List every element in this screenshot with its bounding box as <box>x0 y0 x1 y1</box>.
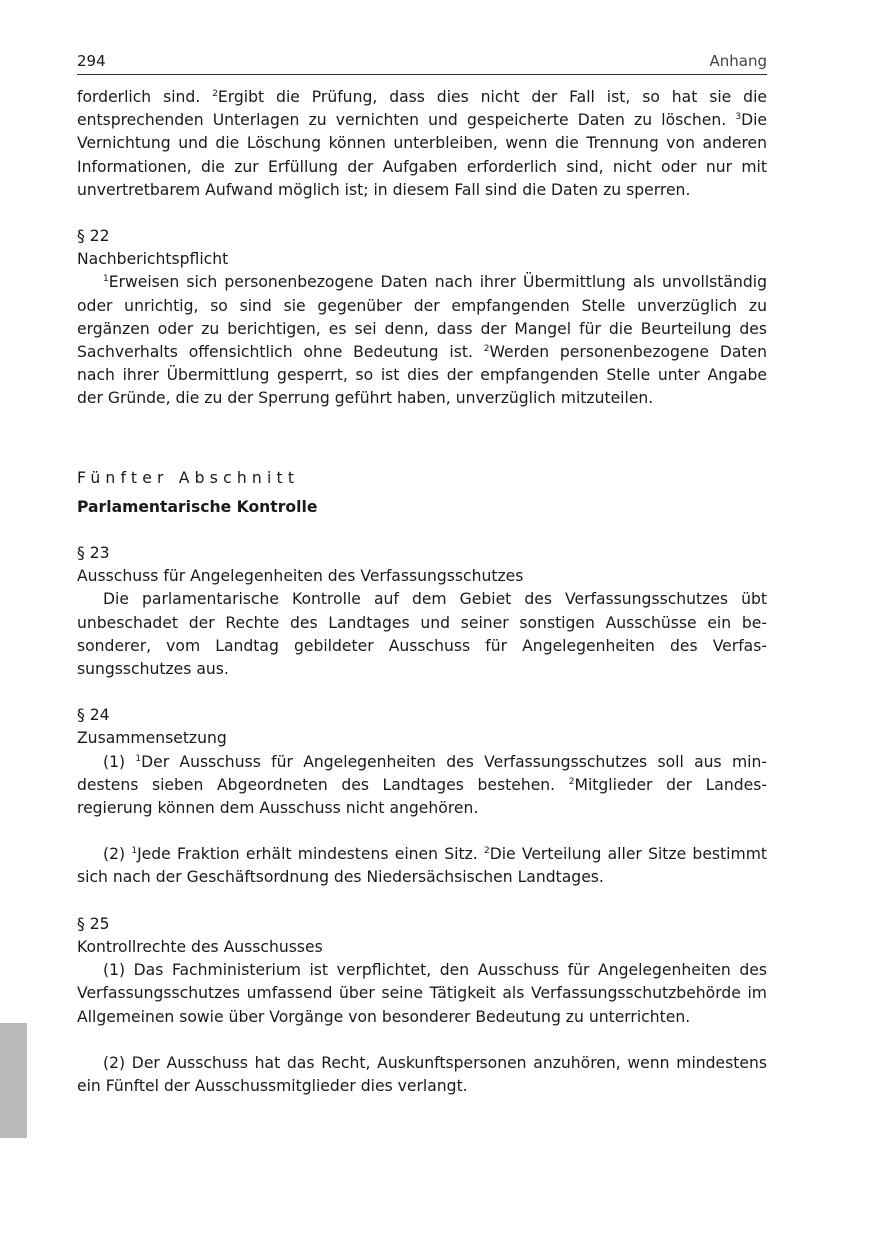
section-23-title: Ausschuss für Angelegenheiten des Verfassungsschutzes <box>77 567 524 586</box>
intro-paragraph: forderlich sind. $^2$Ergibt die Prüfung, dass dies nicht der Fall ist, so hat sie die entsprechenden Unterlagen zu vernichten und gespeicherte Daten zu löschen. $^3$Die Vernichtung und die Löschung können unterbleiben, wenn die Trennung von anderen Informationen, die zur Erfüllung der Aufgaben erforderlich sind, nicht oder nur mit unvertretbarem Aufwand möglich ist; in diesem Fall sind die Daten zu sperren. <box>77 88 767 199</box>
section-24-title: Zusammensetzung <box>77 729 227 748</box>
section-25-paragraph-2: (2) Der Ausschuss hat das Recht, Auskunftspersonen anzuhören, wenn mindestens ein Fünftel der Ausschussmitglieder dies verlangt. <box>77 1053 767 1095</box>
section-24-paragraph-1: (1) $^1$Der Ausschuss für Angelegenheiten des Verfassungsschutzes soll aus mindestens sieben Abgeordneten des Landtages bestehen. $^2$Mitglieder der Landesregierung können dem Ausschuss nicht angehören. <box>77 752 767 818</box>
section-22-number: § 22 <box>77 227 110 246</box>
page-header <box>77 50 767 75</box>
section-23-number: § 23 <box>77 544 110 563</box>
section-24-paragraph-2: (2) $^1$Jede Fraktion erhält mindestens einen Sitz. $^2$Die Verteilung aller Sitze bestimmt sich nach der Geschäftsordnung des Niedersächsischen Landtages. <box>77 845 767 887</box>
section-25-paragraph-1: (1) Das Fachministerium ist verpflichtet, den Ausschuss für Angelegenheiten des Verfassungsschutzes umfassend über seine Tätigkeit als Verfassungsschutzbehörde im Allgemeinen sowie über Vorgänge von besonderer Bedeutung zu unterrichten. <box>77 961 767 1026</box>
running-head-section: Anhang <box>709 52 767 70</box>
chapter-label: Fünfter Abschnitt <box>77 468 300 487</box>
section-22-text: $^1$Erweisen sich personenbezogene Daten nach ihrer Übermittlung als unvollständig oder unrichtig, so sind sie gegenüber der empfangenden Stelle unverzüglich zu ergänzen oder zu berichtigen, es sei denn, dass der Mangel für die Beurteilung des Sachverhalts offensichtlich ohne Bedeutung ist. $^2$Werden personenbezogene Daten nach ihrer Übermittlung gesperrt, so ist dies der empfangenden Stelle unter Angabe der Gründe, die zu der Sperrung geführt haben, unverzüglich mitzuteilen. <box>77 273 767 408</box>
section-25-title: Kontrollrechte des Ausschusses <box>77 937 323 956</box>
page-number: 294 <box>77 52 106 70</box>
section-22-title: Nachberichtspflicht <box>77 250 229 269</box>
thumb-index-tab <box>0 1023 27 1138</box>
section-25-number: § 25 <box>77 914 110 933</box>
page-body <box>77 86 767 1098</box>
chapter-title: Parlamentarische Kontrolle <box>77 497 318 516</box>
section-23-text: Die parlamentarische Kontrolle auf dem Gebiet des Verfassungsschutzes übt unbeschadet der Rechte des Landtages und seiner sonstigen Ausschüsse ein besonderer, vom Landtag gebildeter Ausschuss für Angelegenheiten des Verfassungsschutzes aus. <box>77 590 767 679</box>
section-24-number: § 24 <box>77 706 110 725</box>
